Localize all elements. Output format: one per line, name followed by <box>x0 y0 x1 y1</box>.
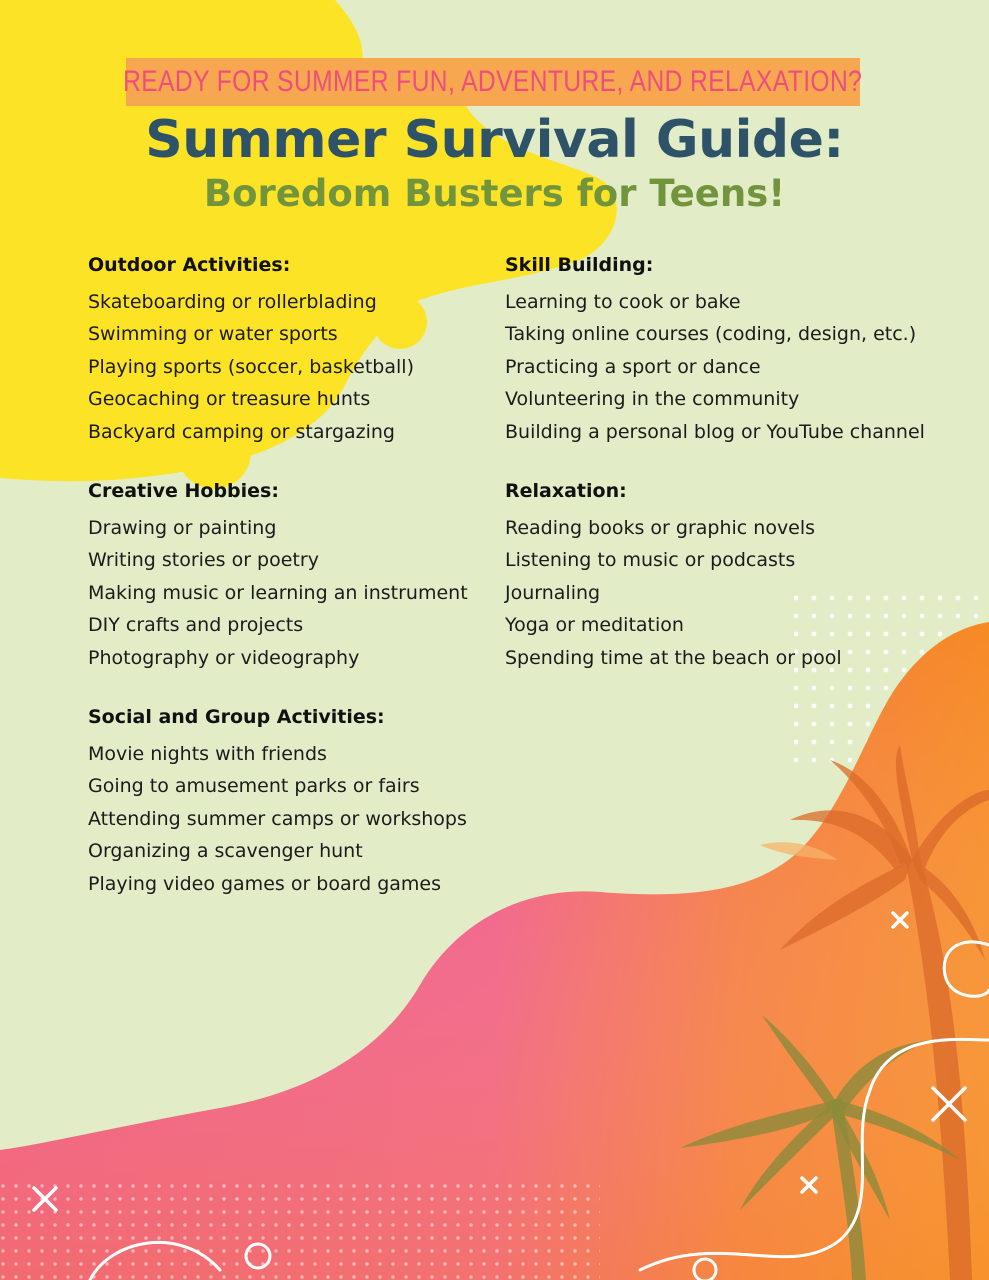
list-item: Swimming or water sports <box>88 323 338 346</box>
list-item: Taking online courses (coding, design, etc.) <box>505 323 917 346</box>
list-item: Drawing or painting <box>88 517 277 539</box>
list-item: Movie nights with friends <box>88 743 327 765</box>
list-item: Playing sports (soccer, basketball) <box>88 355 414 378</box>
page-subtitle: Boredom Busters for Teens! <box>203 172 786 215</box>
page-title: Summer Survival Guide: <box>145 110 844 170</box>
section-skill-building <box>505 253 925 448</box>
activity-list <box>88 512 468 674</box>
list-item: Practicing a sport or dance <box>505 355 761 378</box>
list-item: Making music or learning an instrument <box>88 581 468 604</box>
list-item: Learning to cook or bake <box>505 291 741 313</box>
activity-list <box>505 286 925 448</box>
list-item: Photography or videography <box>88 646 360 669</box>
list-item: Volunteering in the community <box>505 388 800 411</box>
list-item: Backyard camping or stargazing <box>88 420 395 443</box>
list-item: Building a personal blog or YouTube channel <box>505 420 925 443</box>
list-item: Attending summer camps or workshops <box>88 807 467 830</box>
list-item: Organizing a scavenger hunt <box>88 840 363 863</box>
activity-list <box>88 286 414 448</box>
tagline-text: READY FOR SUMMER FUN, ADVENTURE, AND RELAXATION? <box>123 65 863 98</box>
section-heading: Social and Group Activities: <box>88 706 385 728</box>
list-item: Writing stories or poetry <box>88 549 319 572</box>
list-item: Going to amusement parks or fairs <box>88 775 420 798</box>
activity-list <box>505 512 842 674</box>
section-heading: Relaxation: <box>505 480 627 502</box>
section-creative-hobbies <box>88 479 468 674</box>
list-item: Geocaching or treasure hunts <box>88 388 371 411</box>
list-item: Playing video games or board games <box>88 872 442 895</box>
section-social-group-activities <box>88 705 467 900</box>
activity-list <box>88 738 467 900</box>
section-outdoor-activities <box>88 253 414 448</box>
list-item: DIY crafts and projects <box>88 614 304 637</box>
tagline-banner <box>123 58 863 106</box>
section-heading: Outdoor Activities: <box>88 254 291 276</box>
list-item: Spending time at the beach or pool <box>505 646 842 669</box>
list-item: Journaling <box>505 581 601 604</box>
list-item: Yoga or meditation <box>505 614 684 637</box>
section-heading: Skill Building: <box>505 254 654 276</box>
list-item: Reading books or graphic novels <box>505 517 816 539</box>
list-item: Listening to music or podcasts <box>505 549 796 572</box>
section-relaxation <box>505 479 842 674</box>
list-item: Skateboarding or rollerblading <box>88 291 377 313</box>
section-heading: Creative Hobbies: <box>88 480 279 502</box>
